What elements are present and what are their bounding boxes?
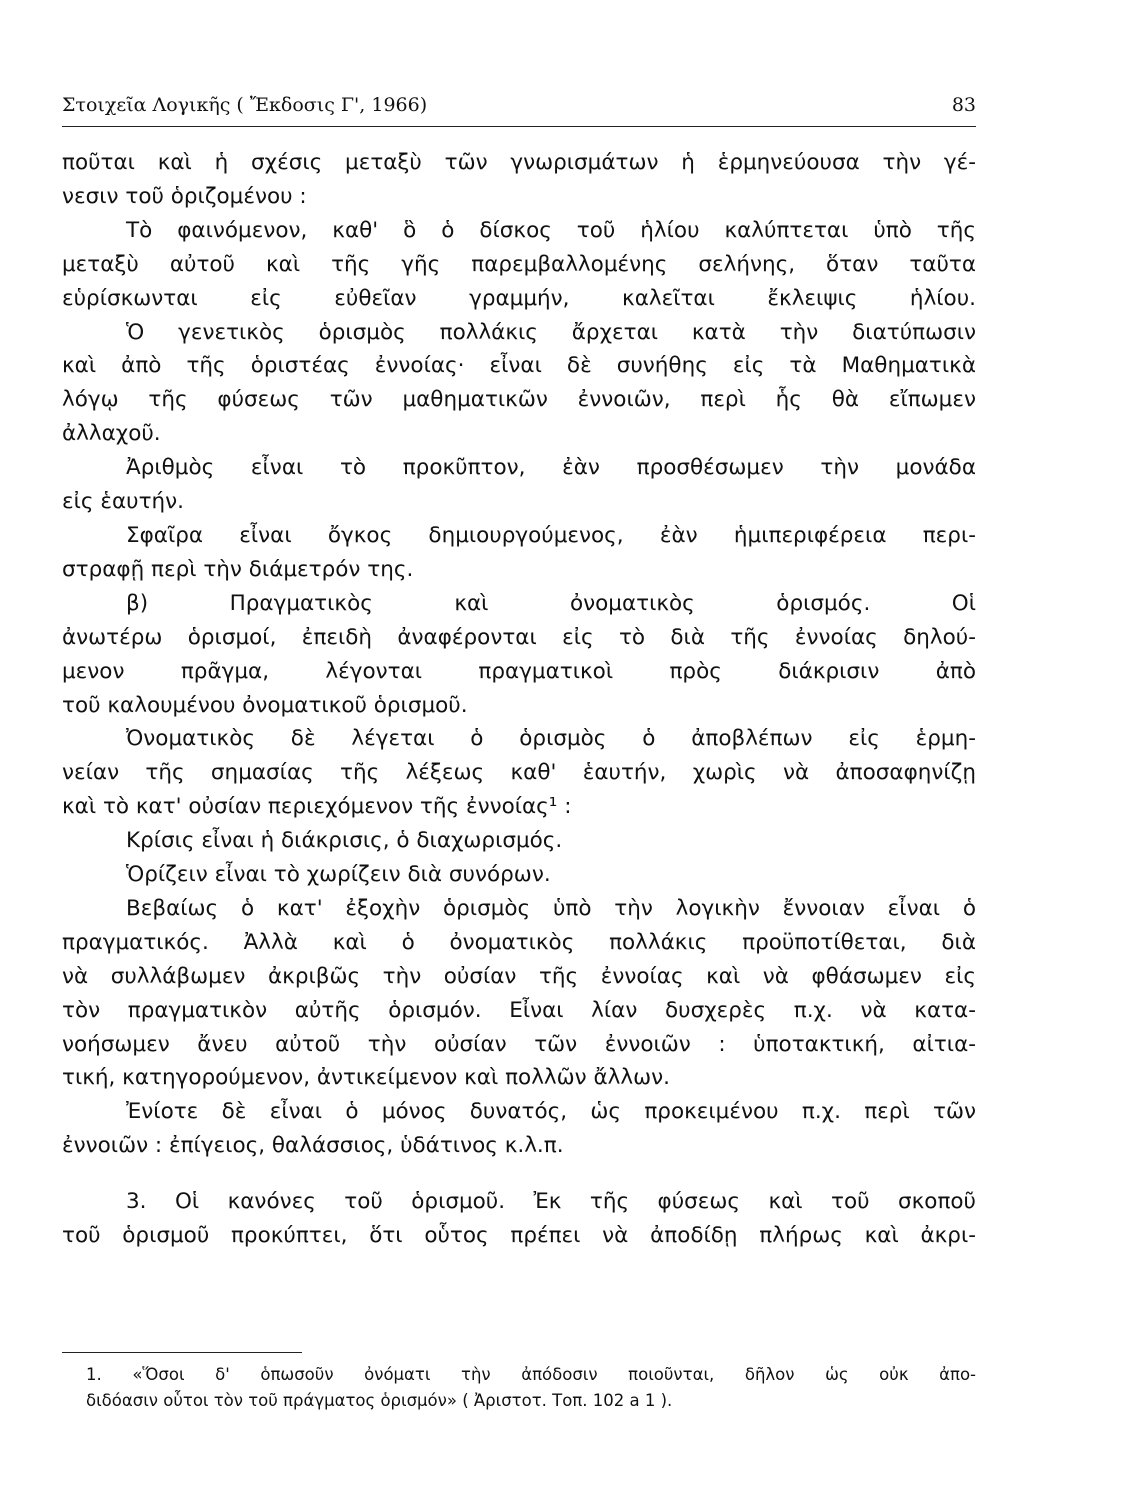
- section-gap: [62, 1163, 976, 1185]
- text-line: εἰς ἑαυτήν.: [62, 489, 184, 515]
- text-line: Κρίσις εἶναι ἡ διάκρισις, ὁ διαχωρισμός.: [126, 828, 563, 854]
- footnote-line: 1. «Ὅσοι δ' ὁπωσοῦν ὀνόματι τὴν ἀπόδοσιν ποιοῦνται, δῆλον ὡς οὐκ ἀπο-: [86, 1365, 976, 1384]
- text-line: νείαν τῆς σημασίας τῆς λέξεως καθ' ἑαυτήν, χωρὶς νὰ ἀποσαφηνίζῃ: [62, 760, 976, 786]
- text-line: Ἐνίοτε δὲ εἶναι ὁ μόνος δυνατός, ὡς προκειμένου π.χ. περὶ τῶν: [126, 1099, 976, 1125]
- running-title: Στοιχεῖα Λογικῆς ( Ἔκδοσις Γ', 1966): [62, 94, 428, 116]
- text-line: λόγῳ τῆς φύσεως τῶν μαθηματικῶν ἐννοιῶν, περὶ ἧς θὰ εἴπωμεν: [62, 387, 976, 413]
- text-line: καὶ τὸ κατ' οὐσίαν περιεχόμενον τῆς ἐννοίας¹ :: [62, 794, 572, 820]
- text-line: τὸν πραγματικὸν αὐτῆς ὁρισμόν. Εἶναι λίαν δυσχερὲς π.χ. νὰ κατα-: [62, 997, 976, 1023]
- text-line: στραφῇ περὶ τὴν διάμετρόν της.: [62, 556, 414, 582]
- text-line: Ὁ γενετικὸς ὁρισμὸς πολλάκις ἄρχεται κατὰ τὴν διατύπωσιν: [126, 319, 976, 345]
- footnote-divider: [62, 1352, 302, 1353]
- text-line: Σφαῖρα εἶναι ὄγκος δημιουργούμενος, ἐὰν ἡμιπεριφέρεια περι-: [126, 522, 976, 548]
- text-line: τοῦ ὁρισμοῦ προκύπτει, ὅτι οὗτος πρέπει νὰ ἀποδίδῃ πλήρως καὶ ἀκρι-: [62, 1223, 976, 1249]
- running-header: [62, 92, 976, 127]
- text-line: εὑρίσκωνται εἰς εὐθεῖαν γραμμήν, καλεῖται ἔκλειψις ἡλίου.: [62, 285, 976, 311]
- footnote: [86, 1362, 976, 1414]
- text-line: νεσιν τοῦ ὁριζομένου :: [62, 183, 307, 209]
- page-number: 83: [951, 94, 976, 116]
- section-subheading-line: β) Πραγματικὸς καὶ ὀνοματικὸς ὁρισμός. Οἱ: [126, 590, 976, 616]
- text-line: νοήσωμεν ἄνευ αὐτοῦ τὴν οὐσίαν τῶν ἐννοιῶν : ὑποτακτική, αἰτια-: [62, 1031, 976, 1057]
- section-heading-line: 3. Οἱ κανόνες τοῦ ὁρισμοῦ. Ἐκ τῆς φύσεως καὶ τοῦ σκοποῦ: [126, 1189, 976, 1215]
- text-line: Ὀνοματικὸς δὲ λέγεται ὁ ὁρισμὸς ὁ ἀποβλέπων εἰς ἑρμη-: [126, 726, 976, 752]
- text-line: τοῦ καλουμένου ὀνοματικοῦ ὁρισμοῦ.: [62, 692, 468, 718]
- text-line: ἐννοιῶν : ἐπίγειος, θαλάσσιος, ὑδάτινος κ.λ.π.: [62, 1133, 564, 1159]
- text-line: Βεβαίως ὁ κατ' ἐξοχὴν ὁρισμὸς ὑπὸ τὴν λογικὴν ἔννοιαν εἶναι ὁ: [126, 895, 976, 921]
- text-line: Ἀριθμὸς εἶναι τὸ προκῦπτον, ἐὰν προσθέσωμεν τὴν μονάδα: [126, 455, 976, 481]
- text-line: πραγματικός. Ἀλλὰ καὶ ὁ ὀνοματικὸς πολλάκις προϋποτίθεται, διὰ: [62, 929, 976, 955]
- text-line: Τὸ φαινόμενον, καθ' ὃ ὁ δίσκος τοῦ ἡλίου καλύπτεται ὑπὸ τῆς: [126, 217, 976, 243]
- main-text: [62, 146, 976, 1253]
- footnote-line: διδόασιν οὗτοι τὸν τοῦ πράγματος ὁρισμόν» ( Ἀριστοτ. Τοπ. 102 a 1 ).: [86, 1391, 673, 1410]
- text-line: ἀνωτέρω ὁρισμοί, ἐπειδὴ ἀναφέρονται εἰς τὸ διὰ τῆς ἐννοίας δηλού-: [62, 624, 976, 650]
- text-line: ποῦται καὶ ἡ σχέσις μεταξὺ τῶν γνωρισμάτων ἡ ἑρμηνεύουσα τὴν γέ-: [62, 150, 976, 175]
- text-line: τική, κατηγορούμενον, ἀντικείμενον καὶ πολλῶν ἄλλων.: [62, 1065, 670, 1091]
- text-line: μεταξὺ αὐτοῦ καὶ τῆς γῆς παρεμβαλλομένης σελήνης, ὅταν ταῦτα: [62, 251, 976, 277]
- text-line: ἀλλαχοῦ.: [62, 421, 161, 447]
- text-line: Ὁρίζειν εἶναι τὸ χωρίζειν διὰ συνόρων.: [126, 862, 551, 888]
- text-line: καὶ ἀπὸ τῆς ὁριστέας ἐννοίας· εἶναι δὲ συνήθης εἰς τὰ Μαθηματικὰ: [62, 353, 976, 379]
- text-line: νὰ συλλάβωμεν ἀκριβῶς τὴν οὐσίαν τῆς ἐννοίας καὶ νὰ φθάσωμεν εἰς: [62, 963, 976, 989]
- text-line: μενον πρᾶγμα, λέγονται πραγματικοὶ πρὸς διάκρισιν ἀπὸ: [62, 658, 976, 684]
